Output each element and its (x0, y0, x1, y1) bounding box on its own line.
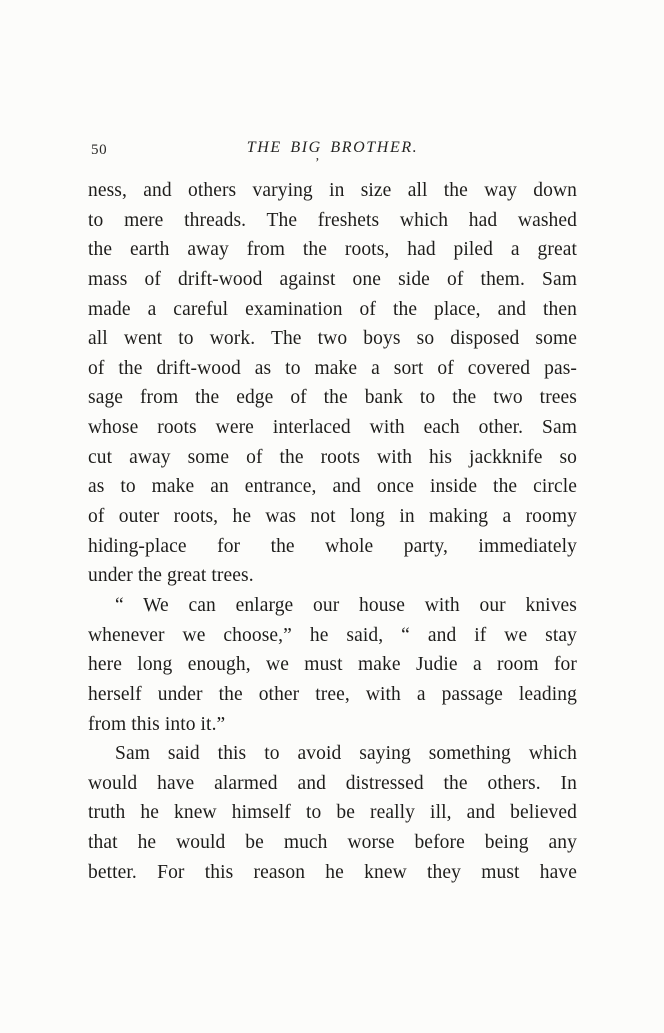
page-number: 50 (91, 142, 108, 158)
text-line: as to make an entrance, and once inside the circle (88, 476, 577, 498)
text-line: hiding-place for the whole party, immediately (88, 535, 577, 557)
text-line: the earth away from the roots, had piled a great (88, 239, 577, 261)
text-line: to mere threads. The freshets which had washed (88, 209, 577, 231)
text-line: that he would be much worse before being any (88, 832, 577, 854)
body-text (88, 176, 577, 887)
text-line: truth he knew himself to be really ill, and believed (88, 802, 577, 824)
text-line: of outer roots, he was not long in making a roomy (88, 506, 577, 528)
text-line: whose roots were interlaced with each other. Sam (88, 417, 577, 439)
text-line: ness, and others varying in size all the way down (88, 180, 577, 201)
text-line: made a careful examination of the place, and then (88, 298, 577, 320)
text-line: here long enough, we must make Judie a room for (88, 654, 577, 676)
text-line: would have alarmed and distressed the others. In (88, 772, 577, 794)
text-line: cut away some of the roots with his jackknife so (88, 446, 577, 468)
text-line: better. For this reason he knew they must have (88, 861, 577, 883)
text-line: Sam said this to avoid saying something which (115, 743, 577, 765)
print-artifact: ’ (314, 156, 319, 171)
text-line: all went to work. The two boys so disposed some (88, 328, 577, 350)
text-line: under the great trees. (88, 565, 254, 587)
page-header (88, 139, 577, 163)
text-line: sage from the edge of the bank to the two trees (88, 387, 577, 409)
text-line: mass of drift-wood against one side of them. Sam (88, 268, 577, 290)
text-line: herself under the other tree, with a passage leading (88, 683, 577, 705)
running-head: THE BIG BROTHER. (246, 139, 419, 156)
text-line: whenever we choose,” he said, “ and if we stay (88, 624, 577, 646)
text-line: “ We can enlarge our house with our knives (115, 594, 577, 616)
text-line: of the drift-wood as to make a sort of covered pas- (88, 357, 577, 379)
text-line: from this into it.” (88, 713, 226, 735)
